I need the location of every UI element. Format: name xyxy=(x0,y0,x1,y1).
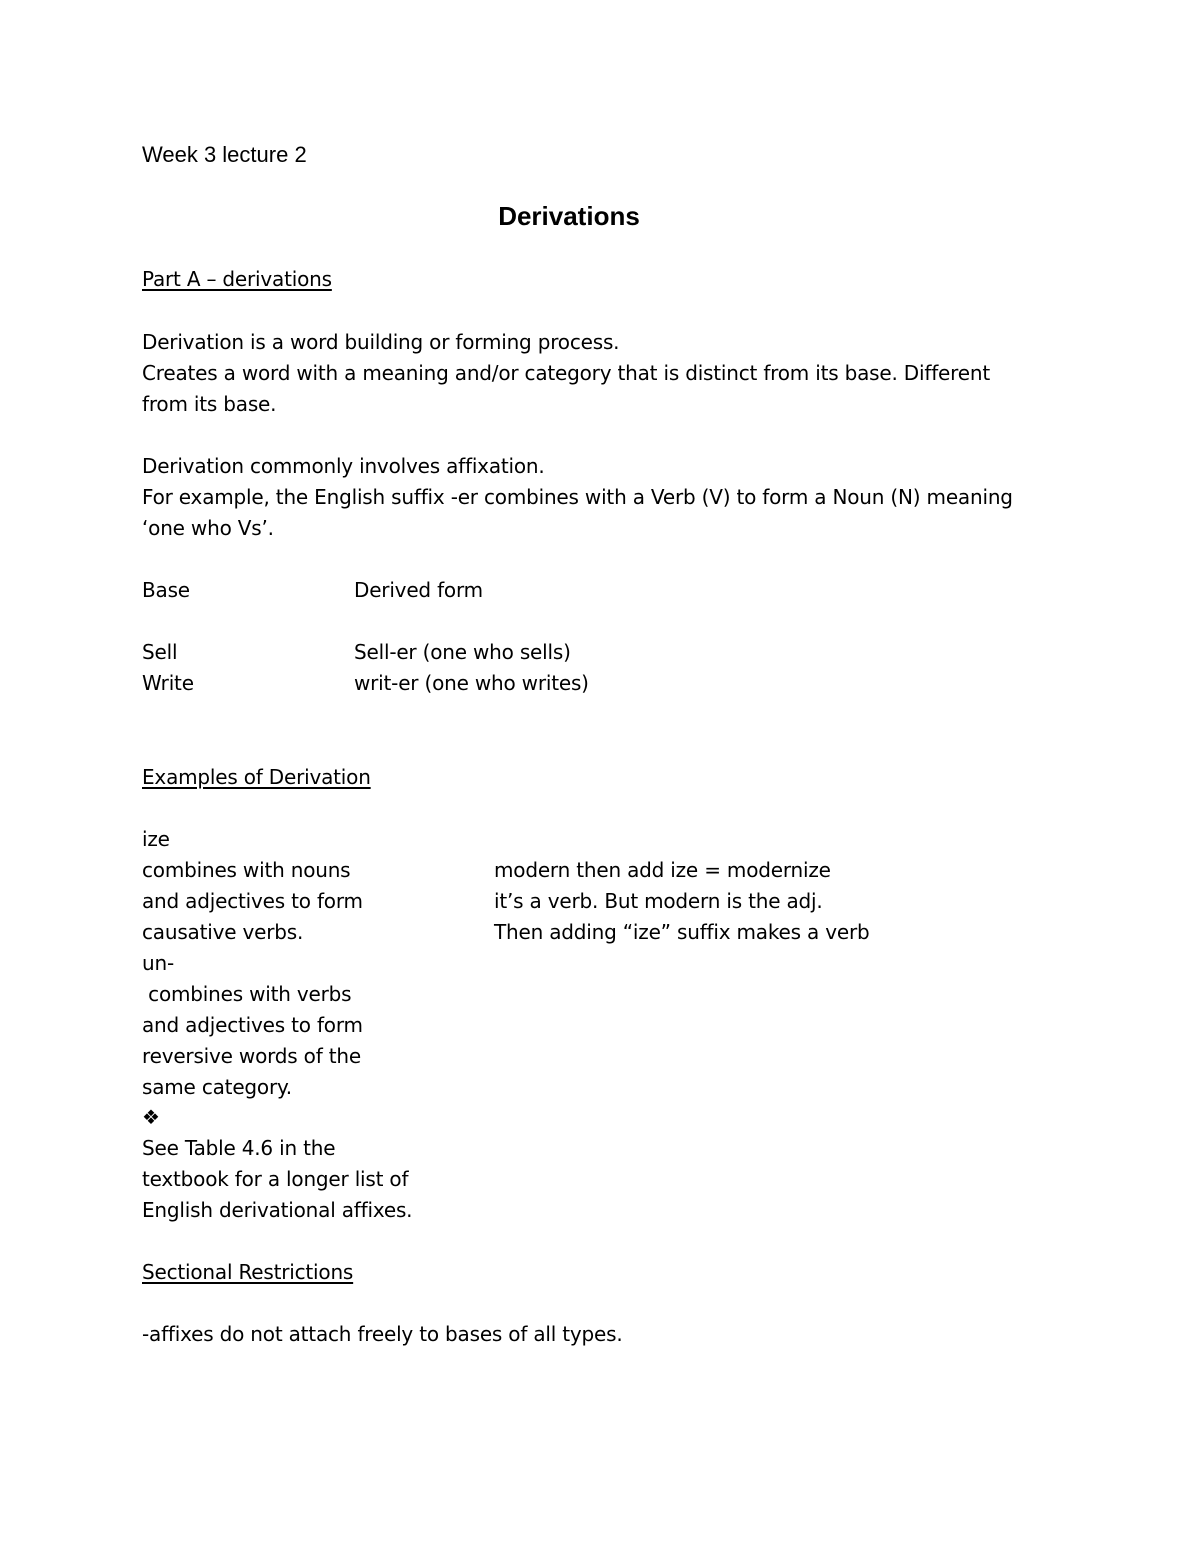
restrictions-heading: Sectional Restrictions xyxy=(142,1260,354,1284)
examples-left-line: reversive words of the xyxy=(142,1044,361,1068)
examples-left-line: English derivational affixes. xyxy=(142,1198,413,1222)
examples-left-line: combines with nouns xyxy=(142,858,351,882)
table-cell-base: Sell xyxy=(142,640,178,664)
table-cell-derived: writ-er (one who writes) xyxy=(354,671,589,695)
table-cell-base: Write xyxy=(142,671,194,695)
examples-right-line: it’s a verb. But modern is the adj. xyxy=(494,889,823,913)
table-cell-derived: Sell-er (one who sells) xyxy=(354,640,571,664)
examples-left-line: and adjectives to form xyxy=(142,1013,363,1037)
examples-right-line: modern then add ize = modernize xyxy=(494,858,831,882)
table-header-derived: Derived form xyxy=(354,578,483,602)
paragraph-line: Derivation commonly involves affixation. xyxy=(142,454,545,478)
examples-left-line: and adjectives to form xyxy=(142,889,363,913)
examples-left-line: same category. xyxy=(142,1075,292,1099)
examples-left-line: See Table 4.6 in the xyxy=(142,1136,336,1160)
bullet-diamond-icon: ❖ xyxy=(142,1105,160,1129)
restrictions-text: -affixes do not attach freely to bases of all types. xyxy=(142,1322,623,1346)
examples-right-line: Then adding “ize” suffix makes a verb xyxy=(494,920,870,944)
examples-left-line: ize xyxy=(142,827,170,851)
examples-heading: Examples of Derivation xyxy=(142,765,371,789)
paragraph-line: ‘one who Vs’. xyxy=(142,516,274,540)
part-a-heading: Part A – derivations xyxy=(142,267,332,291)
examples-left-line: combines with verbs xyxy=(142,982,352,1006)
paragraph-line: For example, the English suffix -er combines with a Verb (V) to form a Noun (N) meaning xyxy=(142,485,1013,509)
week-lecture-label: Week 3 lecture 2 xyxy=(142,142,307,167)
examples-left-line: causative verbs. xyxy=(142,920,304,944)
paragraph-line: Derivation is a word building or forming process. xyxy=(142,330,620,354)
paragraph-line: Creates a word with a meaning and/or category that is distinct from its base. Different xyxy=(142,361,990,385)
examples-left-line: textbook for a longer list of xyxy=(142,1167,409,1191)
examples-left-line: un- xyxy=(142,951,174,975)
paragraph-line: from its base. xyxy=(142,392,277,416)
table-header-base: Base xyxy=(142,578,190,602)
page-title: Derivations xyxy=(498,201,640,231)
